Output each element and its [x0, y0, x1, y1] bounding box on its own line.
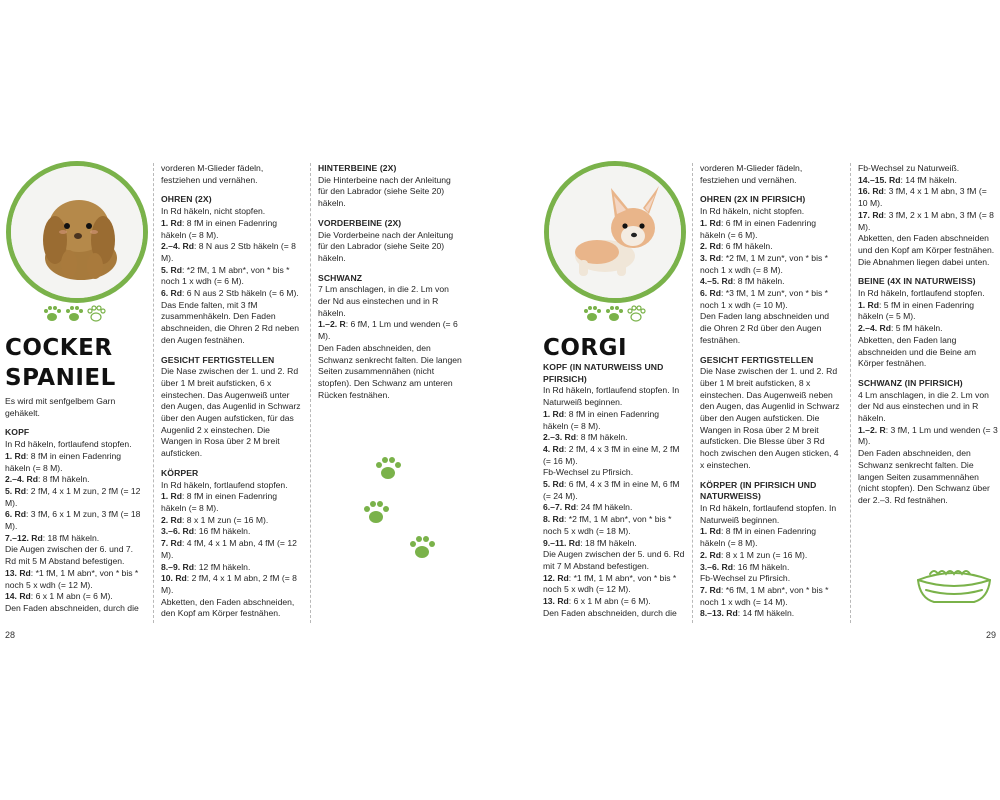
round-label: 14.–15. Rd: [858, 174, 901, 185]
instruction-text: In Rd häkeln, nicht stopfen.: [700, 206, 805, 217]
section-heading: KÖRPER (IN PFIRSICH UND NATURWEISS): [700, 479, 817, 502]
instruction-text: In Rd häkeln, fortlaufend stopfen. In Naturweiß beginnen.: [700, 502, 837, 525]
round-label: 2. Rd: [161, 514, 183, 525]
right-page: [500, 0, 1000, 800]
instruction-text: Fb-Wechsel zu Naturweiß.: [858, 163, 960, 173]
round-label: 7. Rd: [700, 584, 722, 595]
instruction-text: Abketten, den Faden lang abschneiden und die Beine am Körper festnähen.: [858, 334, 977, 369]
instruction-text: 4.–5. Rd: 8 fM häkeln.: [700, 276, 785, 287]
round-label: 1.–2. R: [858, 424, 886, 435]
round-label: 4. Rd: [543, 443, 565, 454]
round-label: 1. Rd: [5, 450, 27, 461]
instruction-text: 7. Rd: *6 fM, 1 M abn*, von * bis * noch 1 x wdh (= 14 M).: [700, 584, 829, 607]
round-label: 1. Rd: [700, 526, 722, 537]
paw-trail-icon: [358, 455, 438, 570]
instruction-text: 3.–6. Rd: 16 fM häkeln.: [700, 561, 790, 572]
instruction-text: Das Ende falten, mit 3 fM zusammenhäkeln. Den Faden abschneiden, die Ohren 2 Rd neben den Augen festnähen.: [161, 299, 300, 345]
instruction-text: In Rd häkeln, fortlaufend stopfen.: [161, 479, 288, 490]
instruction-text: 4. Rd: 2 fM, 4 x 3 fM in eine M, 2 fM (= 16 M).: [543, 443, 680, 466]
round-label: 2.–4. Rd: [161, 241, 194, 252]
section-heading: SCHWANZ (IN PFIRSICH): [858, 377, 963, 388]
round-label: 6.–7. Rd: [543, 502, 576, 513]
round-label: 12. Rd: [543, 572, 569, 583]
page-title-corgi: CORGI: [543, 335, 628, 361]
instruction-text: Abketten, den Faden abschneiden, den Kopf am Körper festnähen.: [161, 596, 295, 619]
instruction-text: 1. Rd: 8 fM in einen Fadenring häkeln (= 8 M).: [700, 526, 817, 549]
instruction-text: Den Faden abschneiden, den Schwanz senkrecht falten. Die langen Seiten zusammennähen (nicht stopfen). Den Schwanz am unteren Rücken festnähen.: [318, 342, 462, 400]
instruction-text: 1. Rd: 8 fM in einen Fadenring häkeln (= 8 M).: [161, 491, 278, 513]
instruction-text: 2. Rd: 8 x 1 M zun (= 16 M).: [700, 549, 808, 560]
round-label: 14. Rd: [5, 591, 31, 602]
instruction-text: 13. Rd: 6 x 1 M abn (= 6 M).: [543, 596, 651, 607]
section-heading: KÖRPER: [161, 467, 199, 478]
instruction-text: 7.–12. Rd: 18 fM häkeln.: [5, 532, 100, 543]
left-column-1: [5, 396, 145, 615]
instruction-text: Die Nase zwischen der 1. und 2. Rd über 1 M breit aufsticken, 6 x einstechen. Das Augenweiß unter den Augen, das Augenlid in Schwarz über den Augen aufsticken, für das Augenlid 2 x einstechen. Die Wangen in Rosa über 2 M breit aufsticken.: [161, 366, 301, 459]
instruction-text: 8.–13. Rd: 14 fM häkeln.: [700, 608, 795, 619]
section-heading: KOPF: [5, 427, 30, 438]
round-label: 8.–13. Rd: [700, 608, 738, 619]
instruction-text: 6. Rd: 6 N aus 2 Stb häkeln (= 6 M).: [161, 288, 299, 299]
title-line-2: SPANIEL: [5, 365, 116, 391]
round-label: 5. Rd: [5, 485, 27, 496]
round-label: 7. Rd: [161, 538, 183, 549]
instruction-text: 1. Rd: 6 fM in einen Fadenring häkeln (= 6 M).: [700, 217, 817, 240]
instruction-text: 6. Rd: 3 fM, 6 x 1 M zun, 3 fM (= 18 M).: [5, 509, 141, 532]
title-line-1: COCKER: [5, 335, 113, 361]
round-label: 9.–11. Rd: [543, 537, 581, 548]
corgi-photo: [549, 166, 681, 298]
column-divider: [153, 163, 154, 623]
cocker-spaniel-photo-frame: [6, 161, 148, 303]
section-heading: GESICHT FERTIGSTELLEN: [161, 354, 275, 365]
round-label: 17. Rd: [858, 209, 884, 220]
instruction-text: 13. Rd: *1 fM, 1 M abn*, von * bis * noch 5 x wdh (= 12 M).: [5, 567, 139, 590]
round-label: 2. Rd: [700, 549, 722, 560]
instruction-text: 5. Rd: 2 fM, 4 x 1 M zun, 2 fM (= 12 M).: [5, 485, 141, 508]
instruction-text: Abketten, den Faden abschneiden und den Kopf am Körper festnähen. Die Abnahmen liegen dabei unten.: [858, 233, 995, 267]
instruction-text: 14. Rd: 6 x 1 M abn (= 6 M).: [5, 591, 113, 602]
corgi-photo-frame: [544, 161, 686, 303]
instruction-text: 8. Rd: *2 fM, 1 M abn*, von * bis * noch 5 x wdh (= 18 M).: [543, 514, 672, 536]
instruction-text: 1. Rd: 8 fM in einen Fadenring häkeln (= 8 M).: [161, 217, 278, 240]
right-column-2: [700, 163, 842, 620]
round-label: 1. Rd: [161, 491, 183, 502]
instruction-text: 1.–2. R: 3 fM, 1 Lm und wenden (= 3 M).: [858, 424, 998, 447]
instruction-text: 5. Rd: *2 fM, 1 M abn*, von * bis * noch 1 x wdh (= 6 M).: [161, 264, 290, 287]
instruction-text: 14.–15. Rd: 14 fM häkeln.: [858, 174, 957, 185]
instruction-text: 1. Rd: 8 fM in einen Fadenring häkeln (= 8 M).: [5, 450, 122, 473]
round-label: 1.–2. R: [318, 319, 346, 330]
instruction-text: 12. Rd: *1 fM, 1 M abn*, von * bis * noch 5 x wdh (= 12 M).: [543, 572, 677, 595]
instruction-text: 8.–9. Rd: 12 fM häkeln.: [161, 561, 251, 572]
round-label: 4.–5. Rd: [700, 276, 733, 287]
round-label: 1. Rd: [161, 217, 183, 228]
round-label: 1. Rd: [700, 217, 722, 228]
instruction-text: Es wird mit senfgelbem Garn gehäkelt.: [5, 396, 116, 418]
instruction-text: 7. Rd: 4 fM, 4 x 1 M abn, 4 fM (= 12 M).: [161, 538, 297, 560]
round-label: 6. Rd: [161, 288, 183, 299]
instruction-text: 2. Rd: 8 x 1 M zun (= 16 M).: [161, 514, 269, 525]
instruction-text: Die Augen zwischen der 5. und 6. Rd mit 7 M Abstand befestigen.: [543, 549, 685, 571]
instruction-text: 3. Rd: *2 fM, 1 M zun*, von * bis * noch 1 x wdh (= 8 M).: [700, 252, 829, 275]
section-heading: HINTERBEINE (2X): [318, 163, 397, 173]
instruction-text: 1.–2. R: 6 fM, 1 Lm und wenden (= 6 M).: [318, 319, 458, 342]
instruction-text: 1. Rd: 8 fM in einen Fadenring häkeln (= 8 M).: [543, 408, 660, 431]
section-heading: GESICHT FERTIGSTELLEN: [700, 354, 814, 365]
instruction-text: vorderen M-Glieder fädeln, festziehen und vernähen.: [700, 163, 803, 185]
instruction-text: In Rd häkeln, fortlaufend stopfen. In Naturweiß beginnen.: [543, 385, 680, 408]
right-column-3: [858, 163, 998, 507]
instruction-text: Den Faden abschneiden, durch die: [5, 602, 139, 613]
instruction-text: 2. Rd: 6 fM häkeln.: [700, 241, 773, 252]
instruction-text: 10. Rd: 2 fM, 4 x 1 M abn, 2 fM (= 8 M).: [161, 573, 297, 595]
column-divider: [310, 163, 311, 623]
section-heading: OHREN (2X): [161, 194, 212, 205]
instruction-text: 2.–4. Rd: 5 fM häkeln.: [858, 323, 943, 334]
round-label: 2.–3. Rd: [543, 432, 576, 443]
round-label: 8. Rd: [543, 514, 565, 525]
instruction-text: Die Hinterbeine nach der Anleitung für den Labrador (siehe Seite 20) häkeln.: [318, 174, 451, 209]
left-column-3: [318, 163, 463, 401]
food-bowl-icon: [912, 558, 996, 608]
instruction-text: 9.–11. Rd: 18 fM häkeln.: [543, 537, 637, 548]
round-label: 13. Rd: [5, 567, 31, 578]
section-heading: VORDERBEINE (2X): [318, 217, 402, 228]
round-label: 6. Rd: [700, 288, 722, 299]
instruction-text: 4 Lm anschlagen, in die 2. Lm von der Nd aus einstechen und in R häkeln.: [858, 389, 989, 424]
round-label: 1. Rd: [858, 299, 880, 310]
section-heading: BEINE (4X IN NATURWEISS): [858, 276, 976, 287]
instruction-text: 16. Rd: 3 fM, 4 x 1 M abn, 3 fM (= 10 M).: [858, 186, 987, 209]
round-label: 7.–12. Rd: [5, 532, 43, 543]
round-label: 5. Rd: [161, 264, 183, 275]
instruction-text: Die Nase zwischen der 1. und 2. Rd über 1 M breit aufsticken, 8 x einstechen. Das Augenweiß neben den Augen, das Augenlid in Schwarz über den Augen aufsticken. Die Wangen in Rosa über 2 M breit aufsticken. Die Blesse über 3 Rd hoch zwischen den Augen sticken, 4 x einstechen.: [700, 366, 840, 470]
instruction-text: 17. Rd: 3 fM, 2 x 1 M abn, 3 fM (= 8 M).: [858, 209, 994, 232]
round-label: 13. Rd: [543, 596, 569, 607]
instruction-text: In Rd häkeln, fortlaufend stopfen.: [5, 439, 132, 450]
section-heading: KOPF (IN NATURWEISS UND PFIRSICH): [543, 362, 664, 384]
paw-prints-icon: [42, 303, 106, 325]
section-heading: SCHWANZ: [318, 272, 363, 283]
instruction-text: 5. Rd: 6 fM, 4 x 3 fM in eine M, 6 fM (= 24 M).: [543, 479, 680, 501]
instruction-text: Die Vorderbeine nach der Anleitung für den Labrador (siehe Seite 20) häkeln.: [318, 229, 454, 263]
round-label: 16. Rd: [858, 186, 884, 197]
page-number: 28: [5, 630, 16, 640]
paw-prints-icon: [582, 303, 646, 325]
round-label: 3.–6. Rd: [161, 526, 194, 537]
instruction-text: 2.–3. Rd: 8 fM häkeln.: [543, 432, 628, 443]
page-title-cocker: [5, 333, 116, 393]
instruction-text: 6. Rd: *3 fM, 1 M zun*, von * bis * noch 1 x wdh (= 10 M).: [700, 288, 829, 310]
instruction-text: 7 Lm anschlagen, in die 2. Lm von der Nd aus einstechen und in R häkeln.: [318, 284, 449, 318]
instruction-text: Fb-Wechsel zu Pfirsich.: [543, 467, 634, 478]
round-label: 10. Rd: [161, 573, 187, 584]
column-divider: [692, 163, 693, 623]
round-label: 2.–4. Rd: [5, 474, 38, 485]
round-label: 6. Rd: [5, 509, 27, 520]
column-divider: [850, 163, 851, 623]
round-label: 2.–4. Rd: [858, 323, 891, 334]
round-label: 8.–9. Rd: [161, 561, 194, 572]
round-label: 5. Rd: [543, 479, 565, 490]
section-heading: OHREN (2X IN PFIRSICH): [700, 194, 806, 205]
instruction-text: 2.–4. Rd: 8 N aus 2 Stb häkeln (= 8 M).: [161, 241, 296, 263]
round-label: 2. Rd: [700, 241, 722, 252]
instruction-text: 6.–7. Rd: 24 fM häkeln.: [543, 502, 633, 513]
instruction-text: 1. Rd: 5 fM in einen Fadenring häkeln (= 5 M).: [858, 299, 975, 322]
instruction-text: 2.–4. Rd: 8 fM häkeln.: [5, 474, 90, 485]
instruction-text: In Rd häkeln, nicht stopfen.: [161, 206, 266, 217]
instruction-text: Den Faden lang abschneiden und die Ohren 2 Rd über den Augen festnähen.: [700, 311, 830, 345]
round-label: 1. Rd: [543, 408, 565, 419]
instruction-text: vorderen M-Glieder fädeln, festziehen und vernähen.: [161, 163, 264, 185]
cocker-spaniel-photo: [11, 166, 143, 298]
instruction-text: Den Faden abschneiden, durch die: [543, 607, 677, 618]
instruction-text: Den Faden abschneiden, den Schwanz senkrecht falten. Die langen Seiten zusammennähen (nicht stopfen). Den Schwanz über der 2.–3. Rd festnähen.: [858, 448, 990, 505]
instruction-text: Die Augen zwischen der 6. und 7. Rd mit 5 M Abstand befestigen.: [5, 544, 134, 567]
page-number: 29: [986, 630, 997, 640]
round-label: 3. Rd: [700, 252, 722, 263]
instruction-text: Fb-Wechsel zu Pfirsich.: [700, 573, 791, 584]
round-label: 3.–6. Rd: [700, 561, 733, 572]
instruction-text: 3.–6. Rd: 16 fM häkeln.: [161, 526, 251, 537]
left-column-2: [161, 163, 303, 620]
instruction-text: In Rd häkeln, fortlaufend stopfen.: [858, 288, 985, 299]
right-column-1: [543, 362, 685, 619]
